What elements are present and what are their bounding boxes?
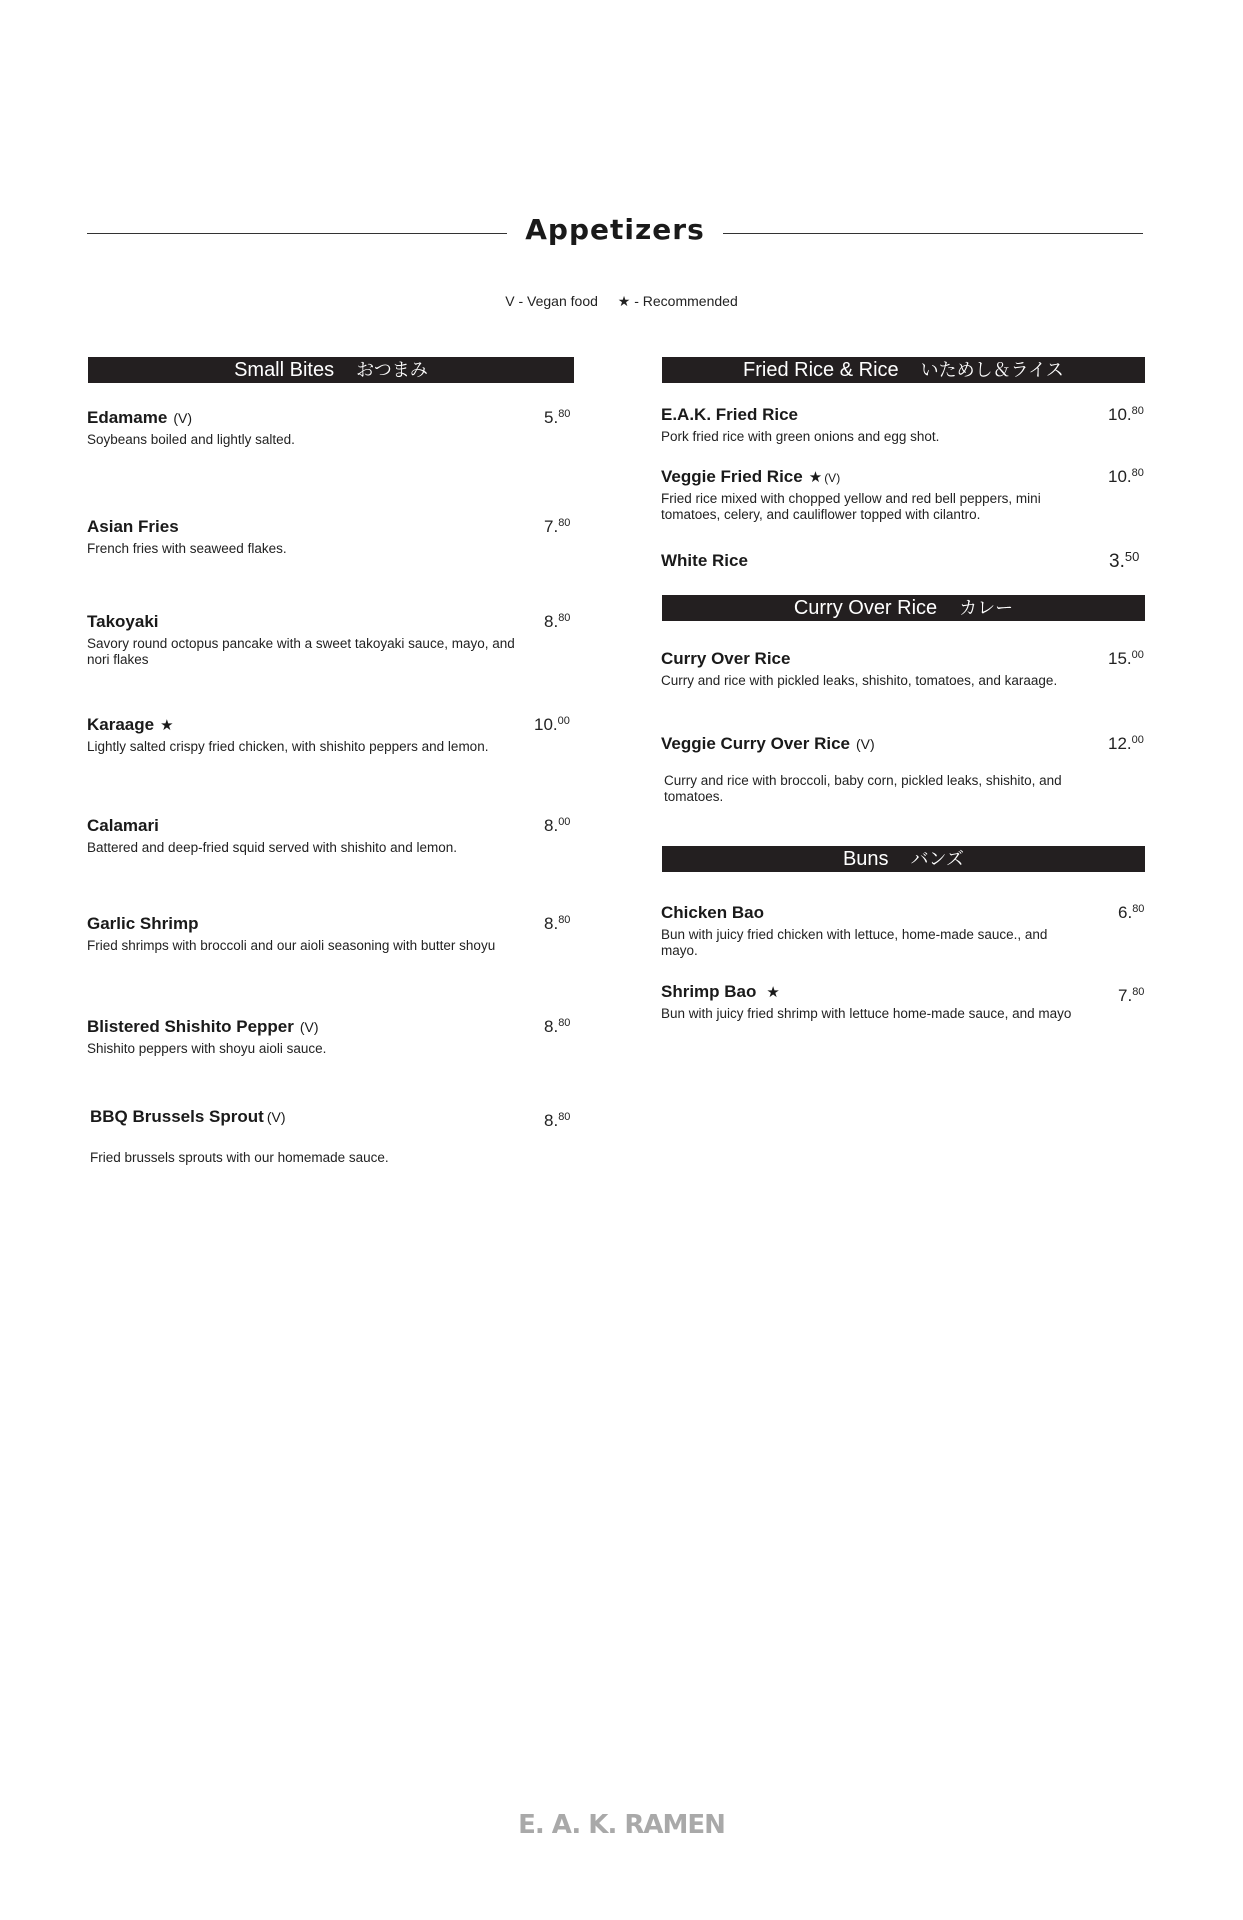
- item-price: 10.80: [1108, 405, 1144, 424]
- section-title-jp: バンズ: [910, 849, 965, 870]
- section-title-jp: おつまみ: [356, 360, 428, 381]
- item-price: 8.80: [544, 1017, 571, 1036]
- title-rule-right: [723, 233, 1143, 234]
- legend-recommended: ★ - Recommended: [617, 293, 738, 309]
- item-description: Savory round octopus pancake with a sweet takoyaki sauce, mayo, and nori flakes: [87, 636, 515, 667]
- title-rule-left: [87, 233, 507, 234]
- item-description: Curry and rice with pickled leaks, shishito, tomatoes, and karaage.: [661, 673, 1058, 688]
- menu-item: [661, 903, 1145, 963]
- item-description: Shishito peppers with shoyu aioli sauce.: [87, 1041, 327, 1056]
- item-price: 6.80: [1118, 903, 1145, 922]
- legend: [0, 293, 1243, 310]
- item-price: 8.80: [544, 1111, 571, 1130]
- item-description: Battered and deep-fried squid served with shishito and lemon.: [87, 840, 457, 855]
- item-price: 7.80: [544, 517, 571, 536]
- item-price: 3.50: [1109, 549, 1140, 572]
- item-price: 10.80: [1108, 467, 1144, 486]
- legend-vegan: V - Vegan food: [505, 293, 598, 309]
- vegan-tag: (V): [173, 410, 192, 426]
- section-header-fried-rice: [662, 357, 1145, 383]
- menu-item: [87, 816, 575, 856]
- menu-item: [90, 1107, 575, 1167]
- menu-item: [661, 649, 1145, 689]
- section-title: Curry Over Rice: [793, 597, 938, 619]
- item-description: Bun with juicy fried chicken with lettuce, home-made sauce., and mayo.: [661, 927, 1048, 958]
- item-price: 7.80: [1118, 986, 1145, 1005]
- item-description: Fried brussels sprouts with our homemade sauce.: [90, 1150, 389, 1165]
- menu-item: [661, 734, 1145, 804]
- item-name: Edamame (V): [87, 408, 192, 427]
- vegan-tag: (V): [824, 471, 841, 485]
- item-description: French fries with seaweed flakes.: [87, 541, 287, 556]
- item-price: 10.00: [534, 715, 570, 734]
- vegan-tag: (V): [855, 736, 875, 752]
- menu-item: [87, 612, 575, 672]
- item-description: Pork fried rice with green onions and egg shot.: [661, 429, 940, 444]
- item-description: Fried shrimps with broccoli and our aioli seasoning with butter shoyu: [87, 938, 496, 953]
- section-title: Small Bites: [234, 359, 335, 381]
- item-name: Karaage ★: [87, 715, 174, 734]
- item-name: White Rice: [661, 551, 748, 570]
- item-name: Shrimp Bao ★: [661, 982, 780, 1001]
- vegan-tag: (V): [266, 1109, 286, 1125]
- section-title: Buns: [842, 848, 889, 870]
- menu-item: [87, 715, 575, 755]
- menu-item: [661, 467, 1145, 527]
- item-description: Fried rice mixed with chopped yellow and red bell peppers, mini tomatoes, celery, and cauliflower topped with cilantro.: [661, 491, 1041, 522]
- star-icon: ★: [808, 468, 823, 486]
- section-header-curry: [662, 595, 1145, 621]
- menu-item: [661, 551, 1145, 575]
- brand-logo: E. A. K. RAMEN: [518, 1810, 725, 1840]
- menu-item: [87, 408, 575, 448]
- page-header: [87, 213, 1143, 253]
- page-title: Appetizers: [525, 213, 705, 246]
- item-price: 8.00: [544, 816, 571, 835]
- section-title-jp: カレー: [959, 598, 1014, 619]
- menu-item: [661, 982, 1145, 1022]
- menu-item: [87, 517, 575, 557]
- item-price: 15.00: [1108, 649, 1144, 668]
- item-name: Takoyaki: [87, 612, 159, 631]
- item-description: Lightly salted crispy fried chicken, with shishito peppers and lemon.: [87, 739, 489, 754]
- item-name: Asian Fries: [87, 517, 179, 536]
- item-name: BBQ Brussels Sprout (V): [90, 1107, 286, 1126]
- section-header-buns: [662, 846, 1145, 872]
- item-name: Blistered Shishito Pepper (V): [87, 1017, 319, 1036]
- section-header-small-bites: [88, 357, 574, 383]
- item-price: 8.80: [544, 612, 571, 631]
- item-name: Veggie Curry Over Rice (V): [661, 734, 875, 753]
- item-description: Soybeans boiled and lightly salted.: [87, 432, 295, 447]
- menu-item: [87, 914, 575, 954]
- item-name: Chicken Bao: [661, 903, 764, 922]
- item-description: Curry and rice with broccoli, baby corn, pickled leaks, shishito, and tomatoes.: [664, 773, 1062, 804]
- item-name: Calamari: [87, 816, 159, 835]
- item-price: 5.80: [544, 408, 571, 427]
- item-name: E.A.K. Fried Rice: [661, 405, 798, 424]
- star-icon: ★: [766, 983, 780, 1001]
- item-price: 12.00: [1108, 734, 1144, 753]
- item-name: Curry Over Rice: [661, 649, 791, 668]
- section-title: Fried Rice & Rice: [743, 359, 899, 381]
- item-price: 8.80: [544, 914, 571, 933]
- item-name: Veggie Fried Rice ★ (V): [661, 467, 841, 486]
- star-icon: ★: [160, 716, 174, 734]
- vegan-tag: (V): [299, 1019, 319, 1035]
- menu-item: [661, 405, 1145, 445]
- section-title-jp: いためし＆ライス: [920, 360, 1064, 381]
- item-description: Bun with juicy fried shrimp with lettuce home-made sauce, and mayo: [661, 1006, 1072, 1021]
- menu-item: [87, 1017, 575, 1057]
- item-name: Garlic Shrimp: [87, 914, 199, 933]
